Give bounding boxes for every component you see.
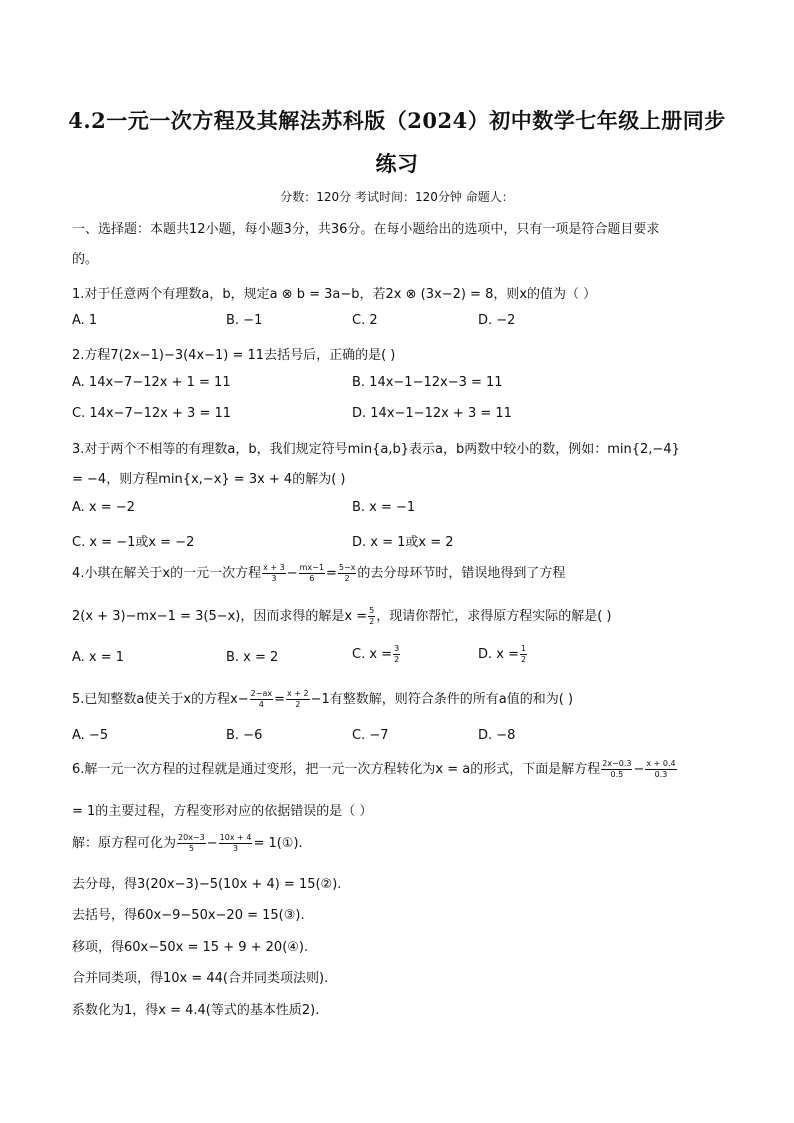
question-5-option-d: D. −8 <box>478 728 516 743</box>
question-6-step-3: 去括号，得60x−9−50x−20 = 15(③). <box>72 908 305 923</box>
fraction-denominator: 0.3 <box>654 770 668 779</box>
question-4-text-b: 的去分母环节时，错误地得到了方程 <box>357 566 566 581</box>
question-5-text-b: −1有整数解，则符合条件的所有a值的和为( ) <box>310 692 574 707</box>
question-4-text-c: 2(x + 3)−mx−1 = 3(5−x)，因而求得的解是x = <box>72 609 368 624</box>
fraction-denominator: 5 <box>188 844 194 853</box>
operator: − <box>286 566 298 581</box>
question-6-step-6: 系数化为1，得x = 4.4(等式的基本性质2). <box>72 1003 320 1018</box>
question-4-option-a: A. x = 1 <box>72 650 125 665</box>
question-4-text-d: ，现请你帮忙，求得原方程实际的解是( ) <box>376 609 612 624</box>
question-2-stem: 2.方程7(2x−1)−3(4x−1) = 11去括号后，正确的是( ) <box>72 348 396 363</box>
fraction-numerator: x + 0.4 <box>646 759 676 768</box>
page-title-line2: 练习 <box>375 151 419 176</box>
operator: − <box>633 762 645 777</box>
question-5-option-a: A. −5 <box>72 728 109 743</box>
question-2-option-c: C. 14x−7−12x + 3 = 11 <box>72 406 231 421</box>
fraction-denominator: 2 <box>394 655 400 664</box>
question-5-text-a: 5.已知整数a使关于x的方程x− <box>72 692 249 707</box>
fraction <box>299 564 325 583</box>
fraction <box>286 690 310 709</box>
fraction-denominator: 2 <box>295 700 301 709</box>
fraction <box>645 760 676 779</box>
question-2-option-b: B. 14x−1−12x−3 = 11 <box>352 375 503 390</box>
fraction-numerator: 5 <box>369 606 375 615</box>
option-text: C. x = <box>352 647 393 662</box>
question-6-stem-line1 <box>72 758 678 779</box>
question-4-option-c <box>352 645 401 664</box>
question-3-stem-line2: = −4，则方程min{x,−x} = 3x + 4的解为( ) <box>72 472 346 487</box>
fraction-numerator: 3 <box>394 644 400 653</box>
operator: − <box>206 836 218 851</box>
fraction-numerator: 10x + 4 <box>219 833 252 842</box>
fraction-denominator: 3 <box>232 844 239 853</box>
question-1-stem: 1.对于任意两个有理数a，b，规定a ⊗ b = 3a−b，若2x ⊗ (3x−2) = 8，则x的值为（ ） <box>72 287 597 302</box>
question-3-option-d: D. x = 1或x = 2 <box>352 535 454 550</box>
fraction <box>219 834 253 853</box>
question-6-stem-line2: = 1的主要过程，方程变形对应的依据错误的是（ ） <box>72 804 373 819</box>
fraction-denominator: 4 <box>258 700 264 709</box>
fraction <box>393 645 400 664</box>
question-2-option-a: A. 14x−7−12x + 1 = 11 <box>72 375 231 390</box>
fraction-denominator: 6 <box>309 574 315 583</box>
fraction-numerator: 2−ax <box>250 689 273 698</box>
fraction <box>520 645 527 664</box>
section-heading-line2: 的。 <box>72 252 99 267</box>
question-1-option-b: B. −1 <box>226 313 263 328</box>
question-1-option-a: A. 1 <box>72 313 98 328</box>
question-6-step-1 <box>72 832 303 853</box>
fraction-numerator: x + 3 <box>263 563 285 572</box>
operator: = <box>274 692 285 707</box>
question-3-stem-line1: 3.对于两个不相等的有理数a，b，我们规定符号min{a,b}表示a，b两数中较小的数，例如：min{2,−4} <box>72 442 680 457</box>
fraction-numerator: x + 2 <box>287 689 309 698</box>
fraction <box>601 760 632 779</box>
question-4-option-d <box>478 645 528 664</box>
question-5-option-c: C. −7 <box>352 728 389 743</box>
fraction-numerator: 20x−3 <box>178 833 205 842</box>
page-title-line1: 4.2一元一次方程及其解法苏科版（2024）初中数学七年级上册同步 <box>68 108 726 133</box>
fraction-denominator: 2 <box>369 617 375 626</box>
fraction-denominator: 0.5 <box>610 770 624 779</box>
question-3-option-b: B. x = −1 <box>352 500 416 515</box>
question-6-step-5: 合并同类项，得10x = 44(合并同类项法则). <box>72 971 329 986</box>
fraction-numerator: 5−x <box>338 563 356 572</box>
question-1-option-c: C. 2 <box>352 313 378 328</box>
fraction-numerator: 1 <box>521 644 527 653</box>
question-4-option-b: B. x = 2 <box>226 650 279 665</box>
section-heading-line1: 一、选择题：本题共12小题，每小题3分，共36分。在每小题给出的选项中，只有一项是符合题目要求 <box>72 222 660 237</box>
question-3-option-c: C. x = −1或x = −2 <box>72 535 195 550</box>
question-3-option-a: A. x = −2 <box>72 500 135 515</box>
fraction <box>250 690 273 709</box>
fraction-denominator: 2 <box>344 574 350 583</box>
question-5-option-b: B. −6 <box>226 728 263 743</box>
step-text: 解：原方程可化为 <box>72 836 177 851</box>
question-5-stem <box>72 688 573 709</box>
question-6-text-a: 6.解一元一次方程的过程就是通过变形，把一元一次方程转化为x = a的形式，下面是解方程 <box>72 762 601 777</box>
exam-info: 分数：120分 考试时间：120分钟 命题人： <box>280 190 514 204</box>
fraction <box>368 607 375 626</box>
question-1-option-d: D. −2 <box>478 313 516 328</box>
operator: = <box>325 566 337 581</box>
fraction <box>262 564 286 583</box>
fraction-denominator: 2 <box>521 655 527 664</box>
question-2-option-d: D. 14x−1−12x + 3 = 11 <box>352 406 512 421</box>
fraction-numerator: mx−1 <box>299 563 324 572</box>
question-4-stem-line1 <box>72 562 565 583</box>
fraction-denominator: 3 <box>271 574 277 583</box>
fraction <box>177 834 206 853</box>
fraction <box>338 564 357 583</box>
fraction-numerator: 2x−0.3 <box>602 759 632 768</box>
question-4-text-a: 4.小琪在解关于x的一元一次方程 <box>72 566 262 581</box>
option-text: D. x = <box>478 647 519 662</box>
question-4-stem-line2 <box>72 605 611 626</box>
question-6-step-4: 移项，得60x−50x = 15 + 9 + 20(④). <box>72 940 309 955</box>
question-6-step-2: 去分母，得3(20x−3)−5(10x + 4) = 15(②). <box>72 877 342 892</box>
step-text: = 1(①). <box>253 836 303 851</box>
